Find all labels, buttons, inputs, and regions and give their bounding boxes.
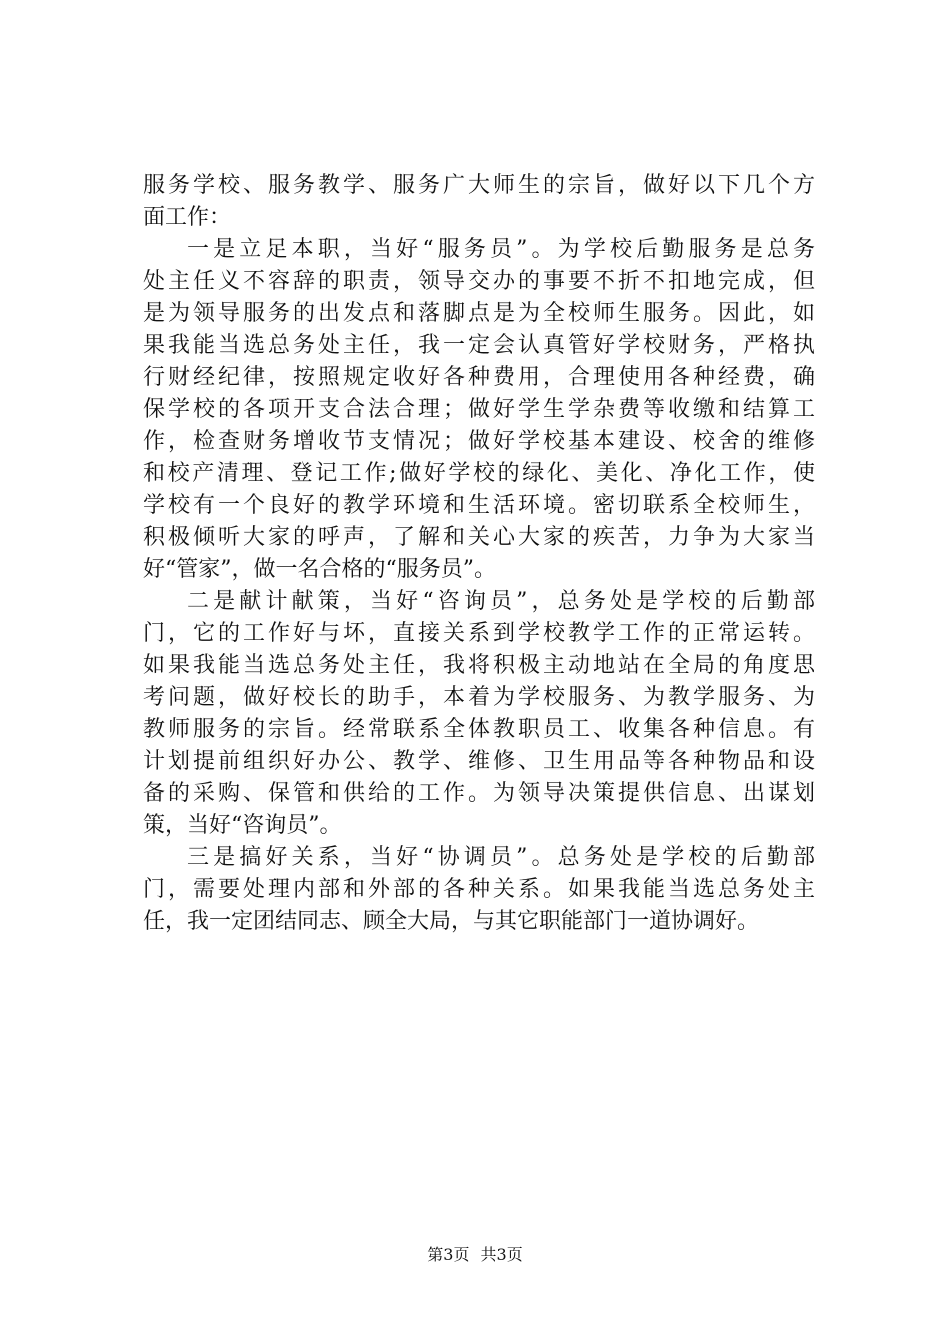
- text-line: 好“管家”，做一名合格的“服务员”。: [143, 557, 496, 582]
- text-line: 门，需要处理内部和外部的各种关系。如果我能当选总务处主: [143, 877, 815, 902]
- text-line: 如果我能当选总务处主任，我将积极主动地站在全局的角度思: [143, 653, 815, 678]
- text-line: 是为领导服务的出发点和落脚点是为全校师生服务。因此，如: [143, 301, 815, 326]
- text-line: 备的采购、保管和供给的工作。为领导决策提供信息、出谋划: [143, 781, 815, 806]
- text-line: 计划提前组织好办公、教学、维修、卫生用品等各种物品和设: [143, 749, 815, 774]
- text-line: 和校产清理、登记工作;做好学校的绿化、美化、净化工作，使: [143, 461, 815, 486]
- text-line: 果我能当选总务处主任，我一定会认真管好学校财务，严格执: [143, 333, 815, 358]
- document-body: [143, 170, 815, 938]
- paragraph-intro: [143, 170, 815, 234]
- text-line: 一是立足本职，当好“服务员”。为学校后勤服务是总务: [187, 237, 815, 262]
- paragraph-service: [143, 234, 815, 586]
- text-line: 二是献计献策，当好“咨询员”，总务处是学校的后勤部: [187, 589, 815, 614]
- text-line: 面工作：: [143, 205, 232, 230]
- text-line: 考问题，做好校长的助手，本着为学校服务、为教学服务、为: [143, 685, 815, 710]
- page-total: 共3页: [480, 1245, 523, 1264]
- text-line: 任，我一定团结同志、顾全大局，与其它职能部门一道协调好。: [143, 909, 760, 934]
- paragraph-consult: [143, 586, 815, 842]
- text-line: 三是搞好关系，当好“协调员”。总务处是学校的后勤部: [187, 845, 815, 870]
- text-line: 保学校的各项开支合法合理；做好学生学杂费等收缴和结算工: [143, 397, 815, 422]
- page-footer: [0, 1245, 950, 1265]
- text-line: 门，它的工作好与坏，直接关系到学校教学工作的正常运转。: [143, 621, 815, 646]
- page-number: 第3页: [427, 1245, 470, 1264]
- text-line: 服务学校、服务教学、服务广大师生的宗旨，做好以下几个方: [143, 173, 815, 198]
- text-line: 教师服务的宗旨。经常联系全体教职员工、收集各种信息。有: [143, 717, 815, 742]
- text-line: 行财经纪律，按照规定收好各种费用，合理使用各种经费，确: [143, 365, 815, 390]
- text-line: 策，当好“咨询员”。: [143, 813, 342, 838]
- paragraph-coordinate: [143, 842, 815, 938]
- text-line: 积极倾听大家的呼声，了解和关心大家的疾苦，力争为大家当: [143, 525, 815, 550]
- text-line: 作，检查财务增收节支情况；做好学校基本建设、校舍的维修: [143, 429, 815, 454]
- text-line: 处主任义不容辞的职责，领导交办的事要不折不扣地完成，但: [143, 269, 815, 294]
- text-line: 学校有一个良好的教学环境和生活环境。密切联系全校师生，: [143, 493, 815, 518]
